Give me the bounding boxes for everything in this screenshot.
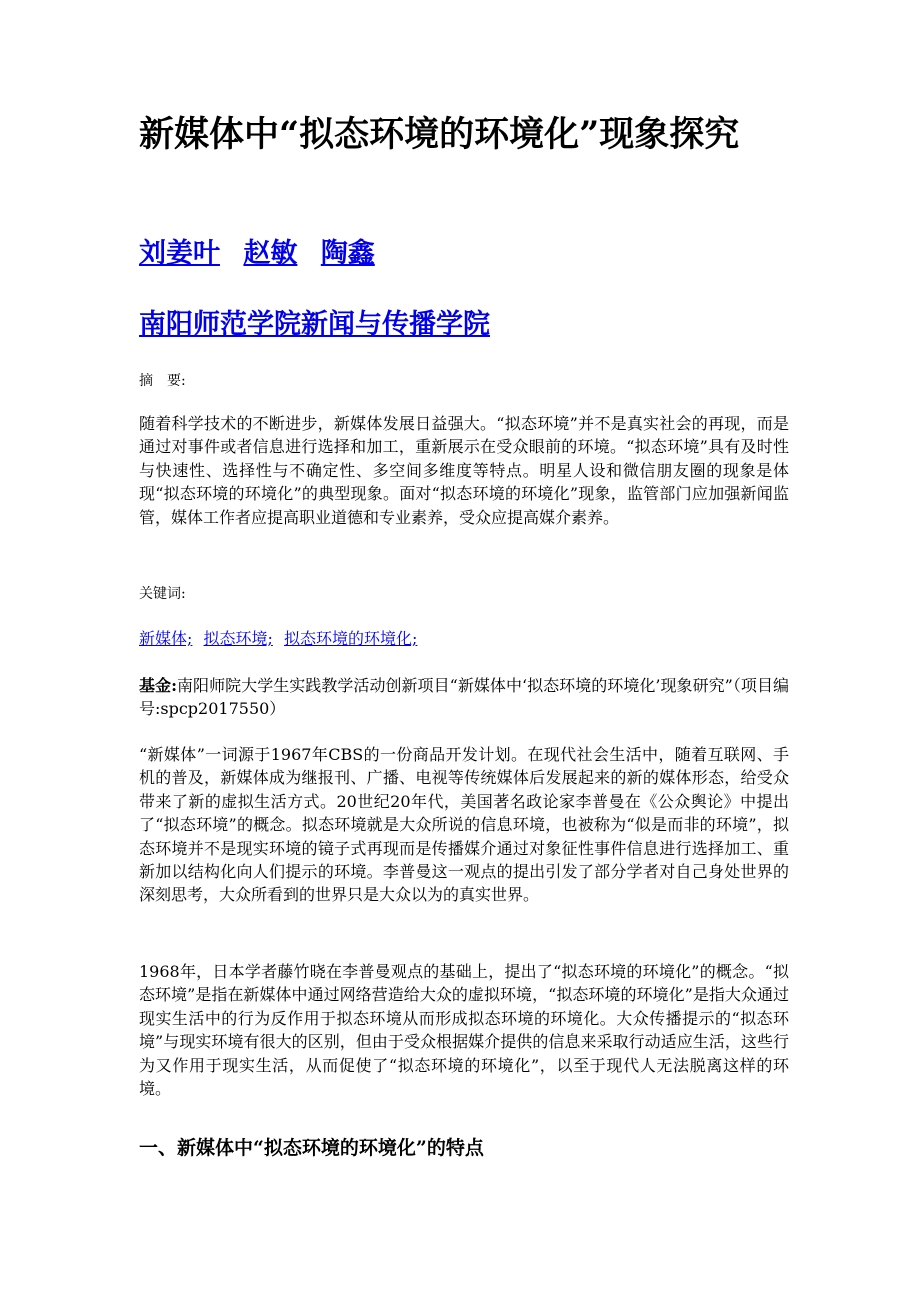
- affiliation: [139, 305, 490, 345]
- author-list: [139, 234, 389, 274]
- body-paragraph: 1968年，日本学者藤竹晓在李普曼观点的基础上，提出了“拟态环境的环境化”的概念。“拟态环境”是指在新媒体中通过网络营造给大众的虚拟环境，“拟态环境的环境化”是指大众通过现实生活中的行为反作用于拟态环境从而形成拟态环境的环境化。大众传播提示的“拟态环境”与现实环境有很大的区别，但由于受众根据媒介提供的信息来采取行动适应生活，这些行为又作用于现实生活，从而促使了“拟态环境的环境化”，以至于现代人无法脱离这样的环境。: [139, 962, 789, 1099]
- keyword-link[interactable]: 拟态环境;: [203, 629, 273, 648]
- body-paragraph: “新媒体”一词源于1967年CBS的一份商品开发计划。在现代社会生活中，随着互联网、手机的普及，新媒体成为继报刊、广播、电视等传统媒体后发展起来的新的媒体形态，给受众带来了新的虚拟生活方式。20世纪20年代，美国著名政论家李普曼在《公众舆论》中提出了“拟态环境”的概念。拟态环境就是大众所说的信息环境，也被称为“似是而非的环境”，拟态环境并不是现实环境的镜子式再现而是传播媒介通过对象征性事件信息进行选择加工、重新加以结构化向人们提示的环境。李普曼这一观点的提出引发了部分学者对自己身处世界的深刻思考，大众所看到的世界只是大众以为的真实世界。: [139, 745, 789, 905]
- paper-title: 新媒体中“拟态环境的环境化”现象探究: [139, 114, 740, 155]
- keywords-label: 关键词:: [139, 586, 186, 602]
- abstract-text: 随着科学技术的不断进步，新媒体发展日益强大。“拟态环境”并不是真实社会的再现，而是通过对事件或者信息进行选择和加工，重新展示在受众眼前的环境。“拟态环境”具有及时性与快速性、选择性与不确定性、多空间多维度等特点。明星人设和微信朋友圈的现象是体现“拟态环境的环境化”的典型现象。面对“拟态环境的环境化”现象，监管部门应加强新闻监管，媒体工作者应提高职业道德和专业素养，受众应提高媒介素养。: [139, 414, 789, 527]
- author-link[interactable]: 赵敏: [243, 238, 298, 269]
- fund-text: 南阳师院大学生实践教学活动创新项目“新媒体中‘拟态环境的环境化’现象研究”（项目编号:spcp2017550）: [139, 676, 789, 719]
- author-link[interactable]: 陶鑫: [320, 238, 375, 269]
- fund-info: [139, 674, 789, 721]
- fund-label: 基金:: [139, 676, 177, 695]
- section-heading: 一、新媒体中“拟态环境的环境化”的特点: [139, 1137, 484, 1159]
- abstract-label: 摘 要:: [139, 373, 186, 389]
- author-link[interactable]: 刘姜叶: [139, 238, 220, 269]
- keyword-link[interactable]: 新媒体;: [139, 629, 193, 648]
- keyword-list: [139, 627, 423, 650]
- affiliation-link[interactable]: 南阳师范学院新闻与传播学院: [139, 309, 490, 340]
- keyword-link[interactable]: 拟态环境的环境化;: [284, 629, 418, 648]
